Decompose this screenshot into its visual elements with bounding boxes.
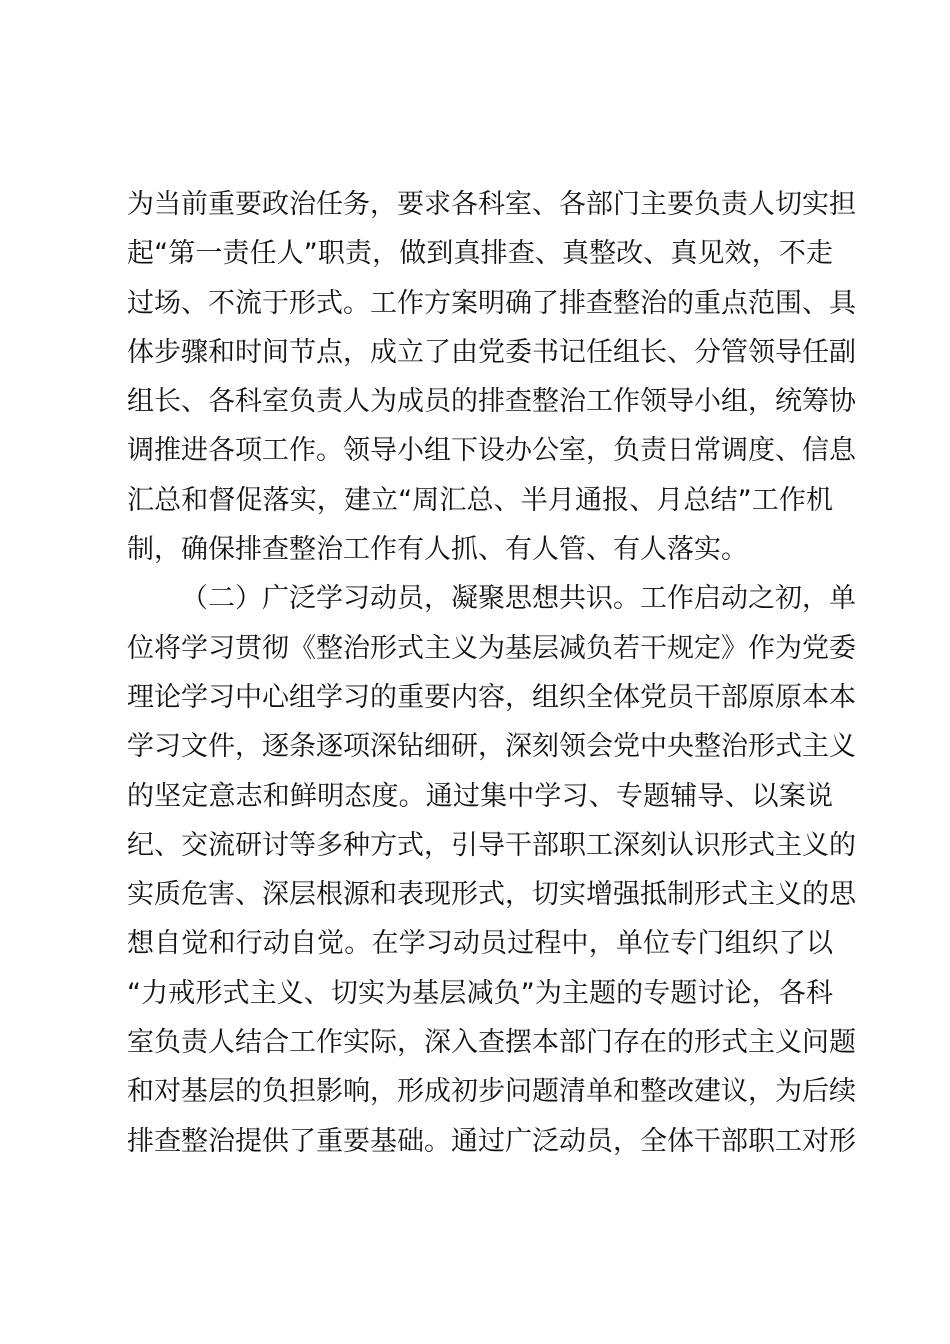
text-line: 纪、交流研讨等多种方式，引导干部职工深刻认识形式主义的 (127, 829, 856, 861)
text-line: 实质危害、深层根源和表现形式，切实增强抵制形式主义的思 (127, 879, 856, 911)
paragraph-2 (127, 574, 856, 1166)
text-line: 体步骤和时间节点，成立了由党委书记任组长、分管领导任副 (127, 336, 856, 368)
text-line: 想自觉和行动自觉。在学习动员过程中，单位专门组织了以 (127, 928, 833, 960)
text-line: 和对基层的负担影响，形成初步问题清单和整改建议，为后续 (127, 1076, 856, 1108)
text-line: 为当前重要政治任务，要求各科室、各部门主要负责人切实担 (127, 189, 856, 220)
text-line: 调推进各项工作。领导小组下设办公室，负责日常调度、信息 (127, 435, 856, 467)
text-line: 室负责人结合工作实际，深入查摆本部门存在的形式主义问题 (127, 1027, 856, 1059)
text-line: 学习文件，逐条逐项深钻细研，深刻领会党中央整治形式主义 (127, 731, 856, 763)
text-line: 起“第一责任人”职责，做到真排查、真整改、真见效，不走 (127, 238, 833, 270)
paragraph-1 (127, 180, 856, 574)
text-line: 理论学习中心组学习的重要内容，组织全体党员干部原原本本 (127, 681, 856, 713)
text-line: 位将学习贯彻《整治形式主义为基层减负若干规定》作为党委 (127, 632, 856, 664)
text-line: （二）广泛学习动员，凝聚思想共识。工作启动之初，单 (181, 583, 856, 615)
text-line: 排查整治提供了重要基础。通过广泛动员，全体干部职工对形 (127, 1125, 856, 1157)
text-line: “力戒形式主义、切实为基层减负”为主题的专题讨论，各科 (127, 977, 833, 1009)
text-line: 过场、不流于形式。工作方案明确了排查整治的重点范围、具 (127, 287, 856, 319)
text-line: 汇总和督促落实，建立“周汇总、半月通报、月总结”工作机 (127, 484, 833, 516)
text-line: 制，确保排查整治工作有人抓、有人管、有人落实。 (127, 534, 748, 566)
text-line: 组长、各科室负责人为成员的排查整治工作领导小组，统筹协 (127, 386, 856, 418)
text-line: 的坚定意志和鲜明态度。通过集中学习、专题辅导、以案说 (127, 780, 833, 812)
document-body (127, 180, 856, 1166)
